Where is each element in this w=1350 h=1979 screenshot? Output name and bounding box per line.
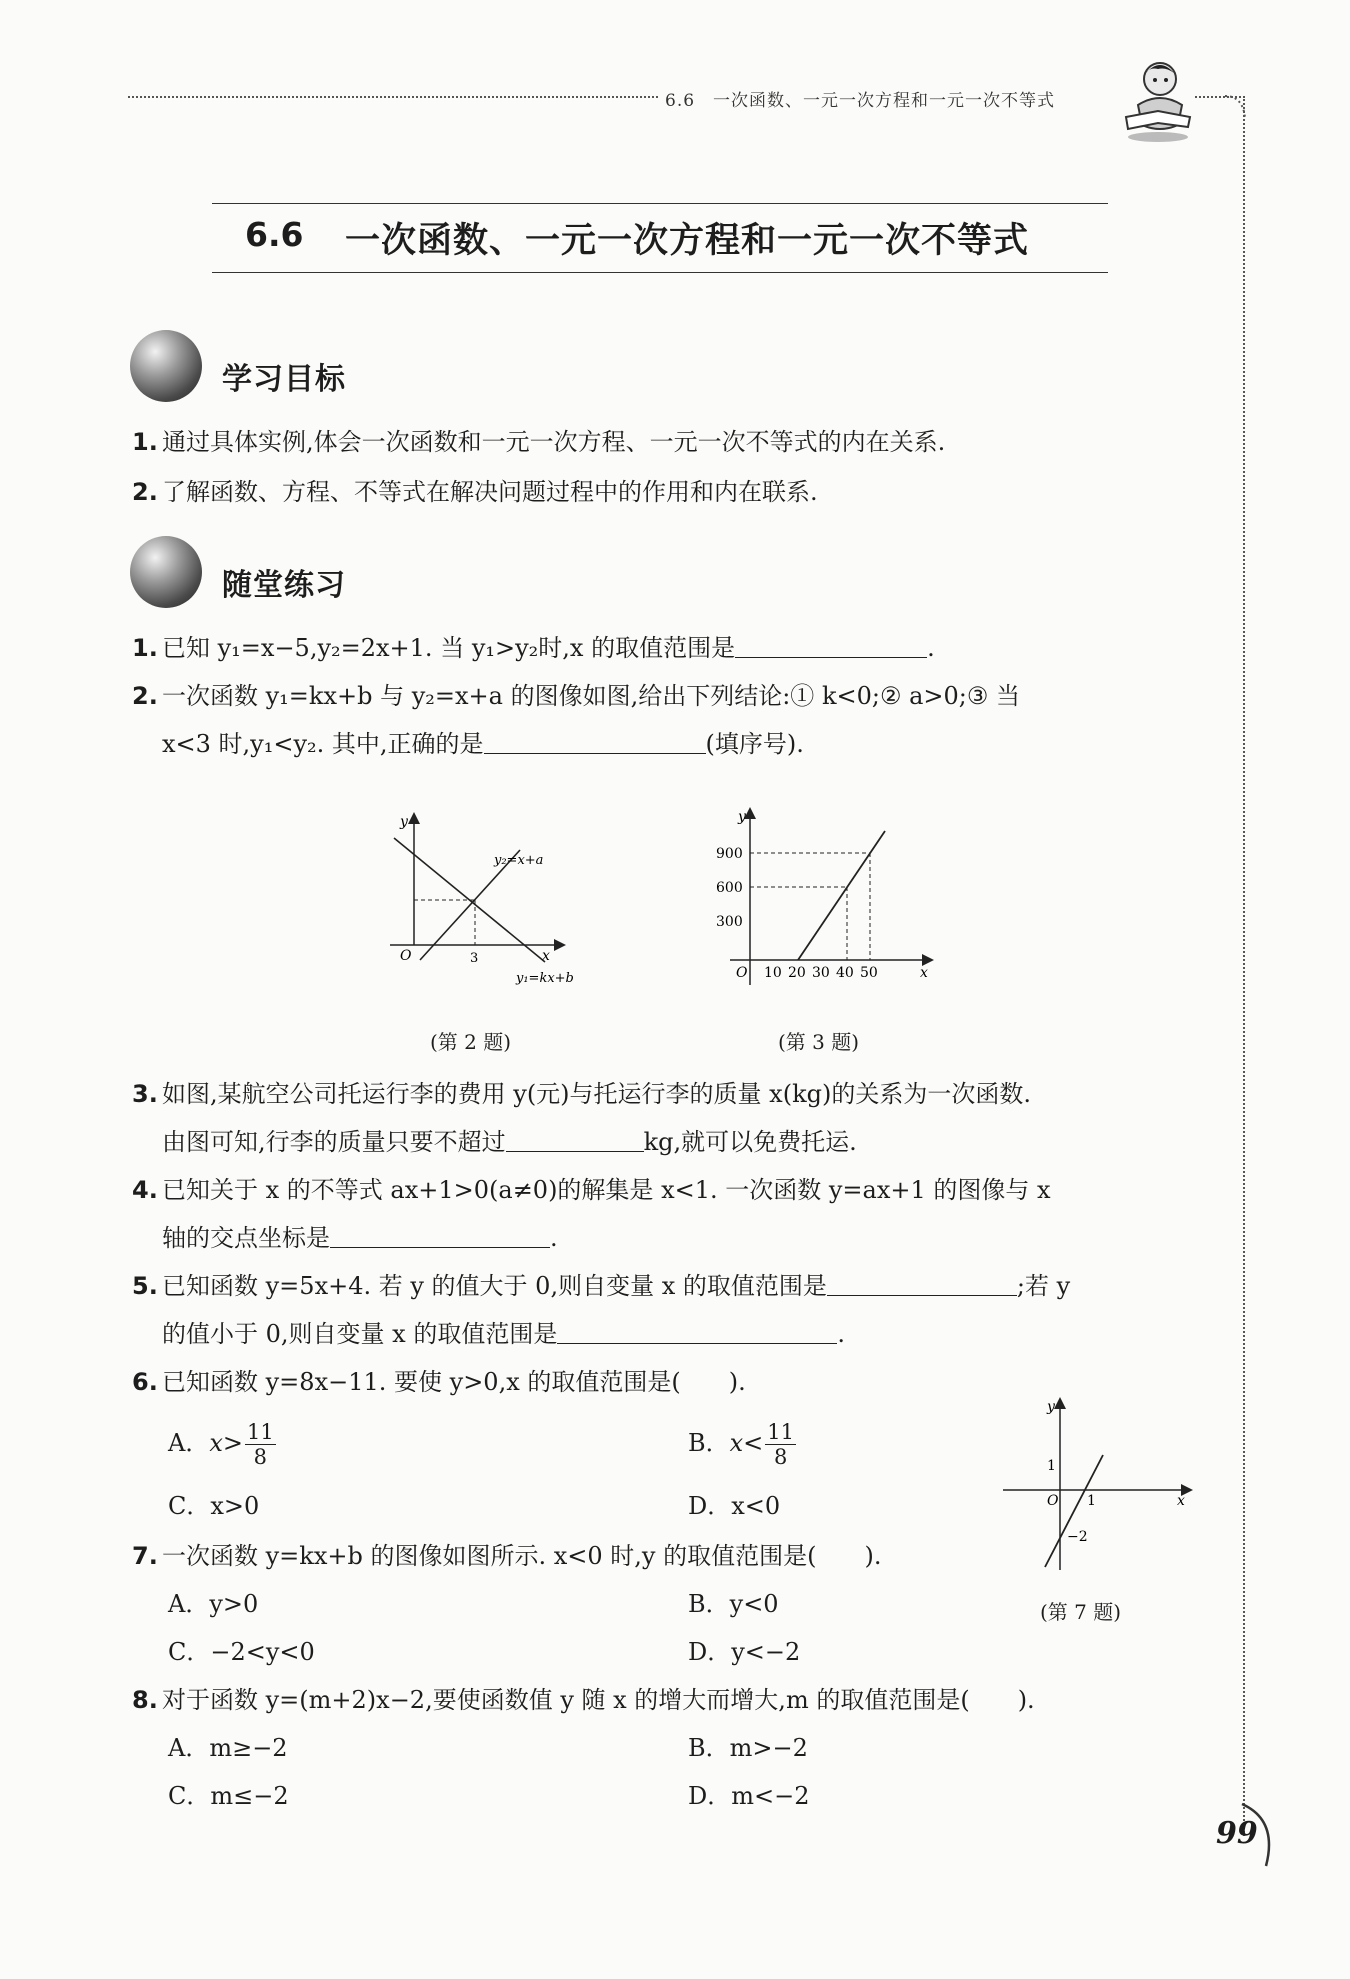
question-number: 1.	[132, 634, 158, 662]
page-number: 99	[1216, 1816, 1258, 1851]
x-tick-label: 10	[764, 965, 782, 981]
question-7	[132, 1540, 881, 1572]
question-5-line2	[162, 1318, 845, 1350]
question-text: 的值小于 0,则自变量 x 的取值范围是	[162, 1320, 558, 1348]
figure-2-caption: (第 2 题)	[430, 1030, 512, 1054]
x-tick-label: 50	[860, 965, 878, 981]
question-text: 已知函数 y=5x+4. 若 y 的值大于 0,则自变量 x 的取值范围是	[162, 1272, 827, 1300]
goal-item	[132, 476, 818, 508]
fraction	[245, 1420, 276, 1469]
option-label: B．	[688, 1429, 730, 1457]
option-b[interactable]: B．m>−2	[688, 1734, 808, 1762]
figure-2-graph	[380, 810, 590, 990]
option-c[interactable]: C．x>0	[168, 1492, 260, 1520]
student-reading-icon	[1118, 55, 1198, 145]
answer-blank[interactable]	[735, 635, 927, 658]
origin-label: O	[400, 948, 412, 964]
option-c[interactable]: C．m≤−2	[168, 1782, 289, 1810]
y-tick-label: 300	[716, 914, 743, 930]
item-number: 2.	[132, 478, 158, 506]
origin-label: O	[736, 965, 748, 981]
origin-label: O	[1047, 1493, 1059, 1509]
question-text: 轴的交点坐标是	[162, 1224, 330, 1252]
question-6	[132, 1366, 746, 1398]
header-dotted-rule-left	[128, 96, 658, 98]
question-text: 一次函数 y₁=kx+b 与 y₂=x+a 的图像如图,给出下列结论:① k<0;② a>0;③ 当	[162, 682, 1021, 710]
question-number: 8.	[132, 1686, 158, 1714]
question-text: 已知函数 y=8x−11. 要使 y>0,x 的取值范围是( ).	[162, 1368, 746, 1396]
option-text: x>	[209, 1429, 243, 1457]
question-number: 5.	[132, 1272, 158, 1300]
option-a[interactable]	[168, 1420, 276, 1469]
globe-icon	[130, 330, 202, 402]
y-tick-label: −2	[1067, 1529, 1088, 1545]
x-axis-label: x	[1177, 1493, 1185, 1509]
answer-blank[interactable]	[827, 1273, 1017, 1296]
x-tick-label: 3	[470, 951, 479, 966]
question-text-mid: ;若 y	[1016, 1272, 1071, 1300]
option-text: x<	[729, 1429, 764, 1457]
question-1	[132, 632, 935, 664]
goal-text: 了解函数、方程、不等式在解决问题过程中的作用和内在联系.	[162, 478, 818, 506]
question-text-end: kg,就可以免费托运.	[643, 1128, 857, 1156]
figure-3-graph	[710, 805, 940, 995]
x-axis-label: x	[542, 948, 550, 964]
answer-blank[interactable]	[484, 731, 706, 754]
question-text: 对于函数 y=(m+2)x−2,要使函数值 y 随 x 的增大而增大,m 的取值范围是( ).	[162, 1686, 1035, 1714]
question-text-end: (填序号).	[705, 730, 804, 758]
section-heading-goals: 学习目标	[222, 362, 346, 397]
question-8	[132, 1684, 1035, 1716]
x-tick-label: 40	[836, 965, 854, 981]
x-axis-label: x	[920, 965, 928, 981]
y-axis-label: y	[738, 809, 746, 825]
question-text-end: .	[837, 1320, 845, 1348]
option-b[interactable]	[688, 1420, 796, 1469]
question-text: 已知 y₁=x−5,y₂=2x+1. 当 y₁>y₂时,x 的取值范围是	[162, 634, 736, 662]
option-d[interactable]: D．m<−2	[688, 1782, 810, 1810]
question-number: 6.	[132, 1368, 158, 1396]
option-a[interactable]: A．m≥−2	[168, 1734, 288, 1762]
question-text-end: .	[550, 1224, 558, 1252]
figure-7-caption: (第 7 题)	[1040, 1600, 1122, 1624]
y-tick-label: 900	[716, 846, 743, 862]
answer-blank[interactable]	[330, 1225, 550, 1248]
margin-corner-curve	[1225, 90, 1255, 120]
globe-icon	[130, 536, 202, 608]
question-number: 4.	[132, 1176, 158, 1204]
goal-text: 通过具体实例,体会一次函数和一元一次方程、一元一次不等式的内在关系.	[162, 428, 946, 456]
y-tick-label: 1	[1047, 1458, 1056, 1474]
section-number: 6.6	[245, 215, 304, 254]
denominator: 8	[773, 1445, 788, 1469]
answer-blank[interactable]	[557, 1321, 837, 1344]
cost-line	[798, 831, 885, 960]
question-text-end: .	[927, 634, 935, 662]
question-3	[132, 1078, 1031, 1110]
line-y1-label: y₁=kx+b	[516, 971, 574, 986]
question-number: 7.	[132, 1542, 158, 1570]
numerator: 11	[767, 1420, 795, 1444]
question-number: 2.	[132, 682, 158, 710]
fraction	[765, 1420, 796, 1469]
question-2	[132, 680, 1020, 712]
option-a[interactable]: A．y>0	[168, 1590, 259, 1618]
question-text: 由图可知,行李的质量只要不超过	[162, 1128, 506, 1156]
option-c[interactable]: C．−2<y<0	[168, 1638, 315, 1666]
figure-3-caption: (第 3 题)	[778, 1030, 860, 1054]
question-number: 3.	[132, 1080, 158, 1108]
option-b[interactable]: B．y<0	[688, 1590, 779, 1618]
running-head: 6.6 一次函数、一元一次方程和一元一次不等式	[665, 91, 1056, 111]
y-tick-label: 600	[716, 880, 743, 896]
question-text: x<3 时,y₁<y₂. 其中,正确的是	[162, 730, 484, 758]
option-d[interactable]: D．x<0	[688, 1492, 781, 1520]
line-y2-label: y₂=x+a	[494, 853, 544, 868]
question-text: 如图,某航空公司托运行李的费用 y(元)与托运行李的质量 x(kg)的关系为一次函数.	[162, 1080, 1031, 1108]
question-3-line2	[162, 1126, 857, 1158]
y-axis-label: y	[400, 814, 408, 830]
item-number: 1.	[132, 428, 158, 456]
y-axis-label: y	[1047, 1399, 1055, 1415]
question-text: 一次函数 y=kx+b 的图像如图所示. x<0 时,y 的取值范围是( ).	[162, 1542, 882, 1570]
option-d[interactable]: D．y<−2	[688, 1638, 801, 1666]
section-heading-practice: 随堂练习	[222, 568, 346, 603]
x-tick-label: 1	[1087, 1493, 1096, 1509]
question-4	[132, 1174, 1051, 1206]
figure-7-graph	[995, 1395, 1195, 1575]
answer-blank[interactable]	[506, 1129, 644, 1152]
question-text: 已知关于 x 的不等式 ax+1>0(a≠0)的解集是 x<1. 一次函数 y=ax+1 的图像与 x	[162, 1176, 1051, 1204]
question-4-line2	[162, 1222, 558, 1254]
x-tick-label: 20	[788, 965, 806, 981]
page-title: 一次函数、一元一次方程和一元一次不等式	[345, 221, 1030, 261]
denominator: 8	[253, 1445, 268, 1469]
question-5	[132, 1270, 1070, 1302]
x-tick-label: 30	[812, 965, 830, 981]
margin-dotted-rule	[1243, 96, 1245, 1836]
goal-item	[132, 426, 945, 458]
numerator: 11	[247, 1420, 274, 1444]
option-label: A．	[168, 1429, 210, 1457]
question-2-line2	[162, 728, 804, 760]
